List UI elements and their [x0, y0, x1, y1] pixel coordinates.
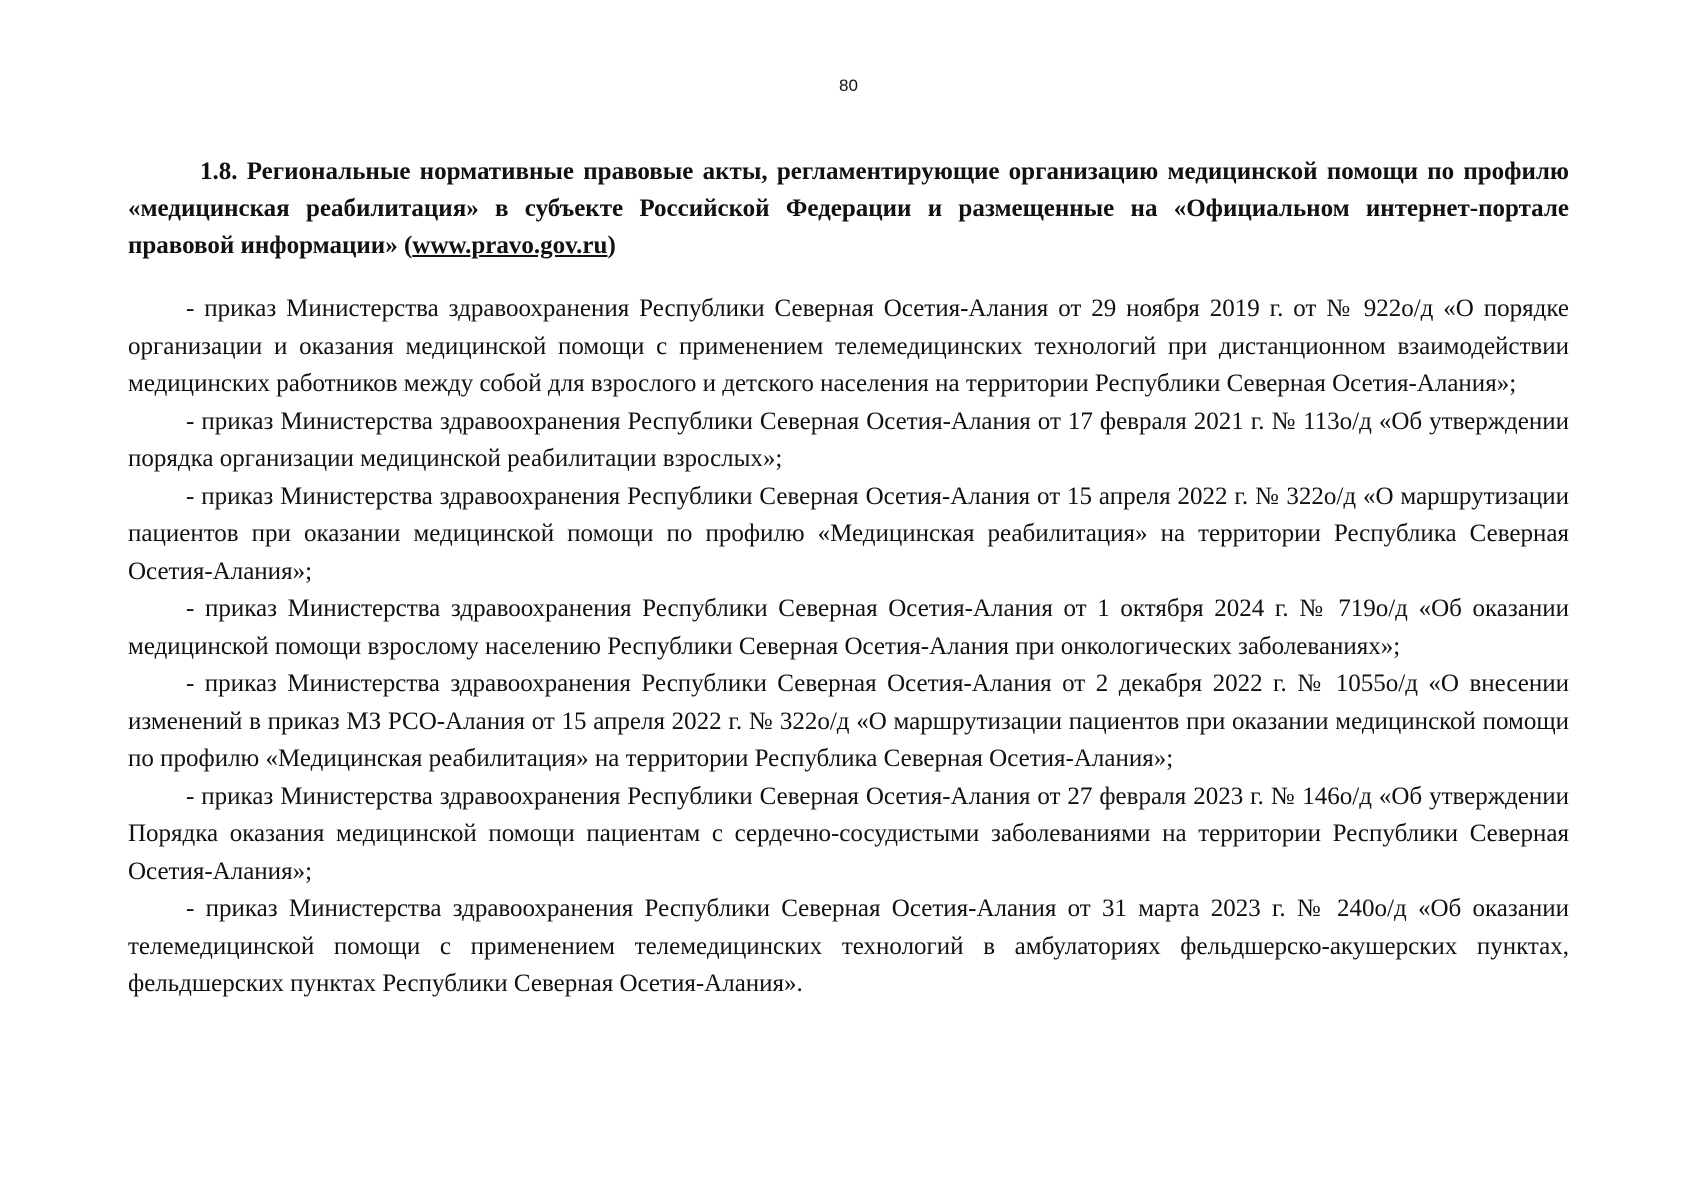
list-item-order-322: - приказ Министерства здравоохранения Республики Северная Осетия-Алания от 15 апреля 2022 г. № 322о/д «О маршрутизации пациентов при оказании медицинской помощи по профилю «Медицинская реабилитация» на территории Республика Северная Осетия-Алания»; [128, 482, 1569, 585]
section-heading-text: 1.8. Региональные нормативные правовые акты, регламентирующие организацию медицинской помощи по профилю «медицинская реабилитация» в субъекте Российской Федерации и размещенные на «Официальном интернет-портале правовой информации» ( [128, 158, 1569, 259]
list-item-order-719: - приказ Министерства здравоохранения Республики Северная Осетия-Алания от 1 октября 2024 г. № 719о/д «Об оказании медицинской помощи взрослому населению Республики Северная Осетия-Алания при онкологических заболеваниях»; [128, 595, 1569, 660]
list-item-order-1055: - приказ Министерства здравоохранения Республики Северная Осетия-Алания от 2 декабря 2022 г. № 1055о/д «О внесении изменений в приказ МЗ РСО-Алания от 15 апреля 2022 г. № 322о/д «О маршрутизации пациентов при оказании медицинской помощи по профилю «Медицинская реабилитация» на территории Республика Северная Осетия-Алания»; [128, 670, 1569, 772]
list-item-order-146: - приказ Министерства здравоохранения Республики Северная Осетия-Алания от 27 февраля 2023 г. № 146о/д «Об утверждении Порядка оказания медицинской помощи пациентам с сердечно-сосудистыми заболеваниями на территории Республики Северная Осетия-Алания»; [128, 782, 1569, 885]
list-item-order-240: - приказ Министерства здравоохранения Республики Северная Осетия-Алания от 31 марта 2023 г. № 240о/д «Об оказании телемедицинской помощи с применением телемедицинских технологий в амбулаториях фельдшерско-акушерских пунктах, фельдшерских пунктах Республики Северная Осетия-Алания». [128, 895, 1569, 997]
section-heading-suffix: ) [607, 232, 616, 259]
list-item-order-922: - приказ Министерства здравоохранения Республики Северная Осетия-Алания от 29 ноября 2019 г. от № 922о/д «О порядке организации и оказания медицинской помощи с применением телемедицинских технологий при дистанционном взаимодействии медицинских работников между собой для взрослого и детского населения на территории Республики Северная Осетия-Алания»; [128, 295, 1569, 397]
list-item-order-113: - приказ Министерства здравоохранения Республики Северная Осетия-Алания от 17 февраля 2021 г. № 113о/д «Об утверждении порядка организации медицинской реабилитации взрослых»; [128, 407, 1569, 472]
pravo-gov-link[interactable]: www.pravo.gov.ru [412, 232, 608, 259]
section-heading [128, 153, 1569, 264]
document-body [128, 153, 1569, 1003]
page-number: 80 [839, 76, 858, 95]
